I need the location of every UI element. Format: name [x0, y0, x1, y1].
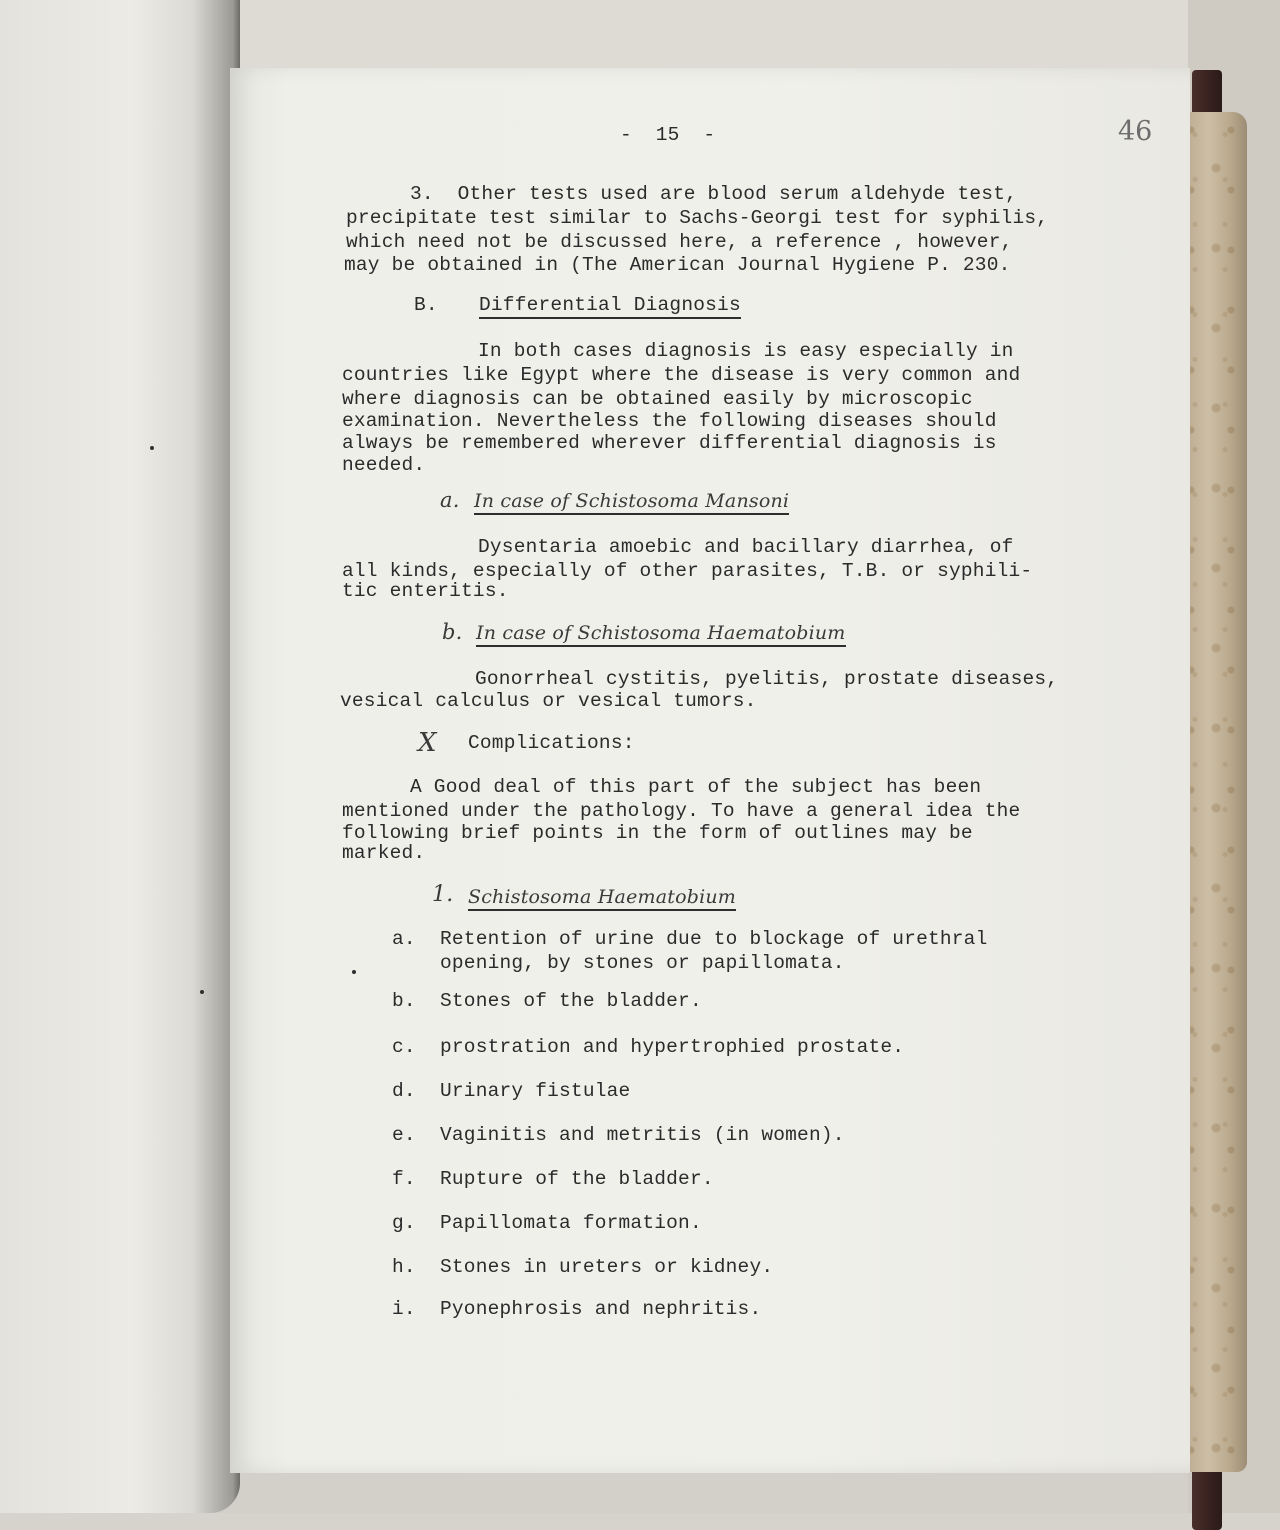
list-marker: 1.	[432, 882, 454, 907]
diag-line-1: In both cases diagnosis is easy especially in	[478, 340, 1014, 362]
item-d-letter: d.	[392, 1080, 416, 1102]
diag-line-6: needed.	[342, 454, 426, 476]
page-number: - 15 -	[620, 124, 716, 146]
sub-a-marker: a.	[440, 488, 460, 512]
haem-line-1: Gonorrheal cystitis, pyelitis, prostate diseases,	[475, 668, 1059, 690]
item-e-letter: e.	[392, 1124, 416, 1146]
diag-line-3: where diagnosis can be obtained easily by microscopic	[342, 388, 973, 410]
item-c-text: prostration and hypertrophied prostate.	[440, 1036, 905, 1058]
archive-number: 46	[1118, 116, 1153, 147]
section-x-marker: X	[418, 728, 437, 758]
item-h-text: Stones in ureters or kidney.	[440, 1256, 774, 1278]
sub-a-title: In case of Schistosoma Mansoni	[474, 490, 789, 515]
diag-line-4: examination. Nevertheless the following diseases should	[342, 410, 997, 432]
ink-dot	[150, 446, 154, 450]
item-e-text: Vaginitis and metritis (in women).	[440, 1124, 845, 1146]
item-i-text: Pyonephrosis and nephritis.	[440, 1298, 762, 1320]
item-i-letter: i.	[392, 1298, 416, 1320]
item-c-letter: c.	[392, 1036, 416, 1058]
list-title: Schistosoma Haematobium	[468, 886, 736, 911]
item-g-text: Papillomata formation.	[440, 1212, 702, 1234]
haem-line-2: vesical calculus or vesical tumors.	[340, 690, 757, 712]
item-a-line-1: Retention of urine due to blockage of urethral	[440, 928, 988, 950]
ink-dot	[352, 970, 356, 974]
ink-dot	[200, 990, 204, 994]
section-x-title: Complications:	[468, 732, 635, 754]
mansoni-line-3: tic enteritis.	[342, 580, 509, 602]
comp-line-3: following brief points in the form of outlines may be	[342, 822, 973, 844]
para3-line-4: may be obtained in (The American Journal Hygiene P. 230.	[344, 254, 1011, 276]
item-a-letter: a.	[392, 928, 416, 950]
section-b-marker: B.	[414, 294, 438, 316]
left-page-curl	[0, 0, 240, 1513]
item-h-letter: h.	[392, 1256, 416, 1278]
comp-line-4: marked.	[342, 842, 426, 864]
section-b-title: Differential Diagnosis	[479, 294, 741, 319]
sub-b-marker: b.	[442, 620, 463, 644]
comp-line-1: A Good deal of this part of the subject has been	[410, 776, 982, 798]
item-b-letter: b.	[392, 990, 416, 1012]
item-a-line-2: opening, by stones or papillomata.	[440, 952, 845, 974]
item-b-text: Stones of the bladder.	[440, 990, 702, 1012]
item-f-text: Rupture of the bladder.	[440, 1168, 714, 1190]
diag-line-2: countries like Egypt where the disease is very common and	[342, 364, 1021, 386]
mansoni-line-2: all kinds, especially of other parasites, T.B. or syphili-	[342, 560, 1033, 582]
page-stack-edge	[1183, 112, 1247, 1472]
comp-line-2: mentioned under the pathology. To have a general idea the	[342, 800, 1021, 822]
para3-line-3: which need not be discussed here, a reference , however,	[346, 231, 1013, 253]
para3-line-1: 3. Other tests used are blood serum aldehyde test,	[410, 183, 1017, 205]
item-g-letter: g.	[392, 1212, 416, 1234]
item-f-letter: f.	[392, 1168, 416, 1190]
item-d-text: Urinary fistulae	[440, 1080, 631, 1102]
sub-b-title: In case of Schistosoma Haematobium	[476, 622, 846, 647]
diag-line-5: always be remembered wherever differential diagnosis is	[342, 432, 997, 454]
mansoni-line-1: Dysentaria amoebic and bacillary diarrhea, of	[478, 536, 1014, 558]
para3-line-2: precipitate test similar to Sachs-Georgi test for syphilis,	[346, 207, 1049, 229]
